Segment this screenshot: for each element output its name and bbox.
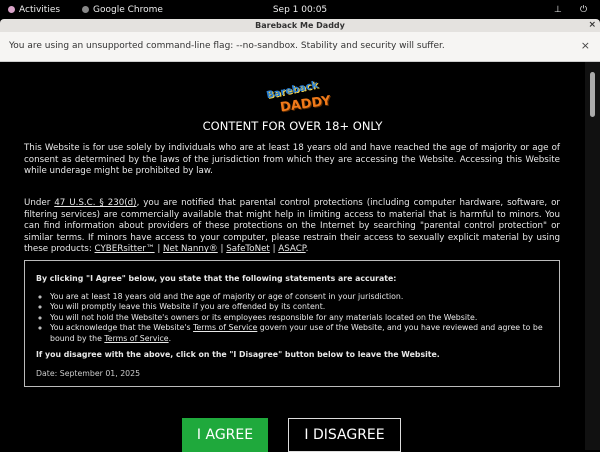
list-item: ◦ You will promptly leave this Website if you are offended by its content. <box>50 302 548 313</box>
app-menu[interactable] <box>82 5 163 15</box>
window-titlebar <box>0 19 600 32</box>
text: . <box>305 244 309 255</box>
activities-icon <box>8 6 15 13</box>
asacp-link[interactable]: ASACP <box>278 244 306 255</box>
safetonet-link[interactable]: SafeToNet <box>226 244 270 255</box>
text: You acknowledge that the Website's <box>50 323 194 332</box>
activities-button[interactable] <box>8 5 60 15</box>
list-item <box>50 323 548 344</box>
scrollbar[interactable] <box>585 62 600 450</box>
window-title: Bareback Me Daddy <box>255 21 345 30</box>
parental-control-notice <box>24 198 560 256</box>
system-top-bar <box>0 0 600 19</box>
disagree-button[interactable]: I DISAGREE <box>288 418 401 452</box>
age-gate-page <box>0 62 585 450</box>
power-icon[interactable]: ⏻ <box>580 4 588 15</box>
activities-label: Activities <box>19 4 61 15</box>
close-window-icon[interactable]: × <box>588 20 596 30</box>
sep: | <box>217 244 227 255</box>
text: govern your use of the Website, and you have reviewed and agree to be bound by the <box>50 323 543 343</box>
network-icon[interactable]: ⊥ <box>554 4 562 15</box>
agreement-list <box>50 292 548 345</box>
agree-button[interactable]: I AGREE <box>182 418 268 452</box>
list-item: ◦ You will not hold the Website's owners or its employees responsible for any materials located on the Website. <box>50 313 548 324</box>
agreement-intro: By clicking "I Agree" below, you state that the following statements are accurate: <box>36 274 397 283</box>
app-label: Google Chrome <box>93 4 163 15</box>
site-logo: Bareback DADDY <box>265 79 332 116</box>
close-infobar-icon[interactable]: × <box>580 39 590 52</box>
text: Under <box>24 198 55 208</box>
warning-infobar <box>0 32 600 62</box>
terms-link[interactable]: Terms of Service <box>193 323 258 332</box>
agreement-box <box>24 260 560 387</box>
usc-link[interactable]: 47 U.S.C. § 230(d) <box>54 198 137 208</box>
clock[interactable]: Sep 1 00:05 <box>272 4 328 15</box>
age-notice: This Website is for use solely by individuals who are at least 18 years old and have reached the age of majority or age of consent as determined by the laws of the jurisdiction from which they are accessing the Website. Accessing this Website while underage might be prohibited by law. <box>24 143 560 177</box>
infobar-message: You are using an unsupported command-line flag: --no-sandbox. Stability and security will suffer. <box>9 41 445 51</box>
text: , you are notified that parental control protections (including computer hardware, software, or filtering services) are commercially available that might help in limiting access to material that is harmful to minors. You can find information about providers of these protections on the Internet by searching "parental control protection" or similar terms. If minors have access to your computer, please restrain their access to sexually explicit material by using these products: <box>24 198 560 255</box>
date: Date: September 01, 2025 <box>36 368 141 378</box>
text: . <box>168 333 172 343</box>
terms-link[interactable]: Terms of Service <box>104 333 169 343</box>
sep: | <box>154 244 164 255</box>
scrollbar-thumb[interactable] <box>590 72 595 117</box>
list-item: ◦ You are at least 18 years old and the age of majority or age of consent in your jurisdiction. <box>50 292 548 303</box>
cybersitter-link[interactable]: CYBERsitter™ <box>94 244 155 255</box>
netnanny-link[interactable]: Net Nanny® <box>163 244 218 255</box>
sep: | <box>269 244 279 255</box>
disagree-note: If you disagree with the above, click on the "I Disagree" button below to leave the Website. <box>36 350 440 359</box>
page-heading: CONTENT FOR OVER 18+ ONLY <box>202 119 383 133</box>
chrome-icon <box>82 6 89 13</box>
